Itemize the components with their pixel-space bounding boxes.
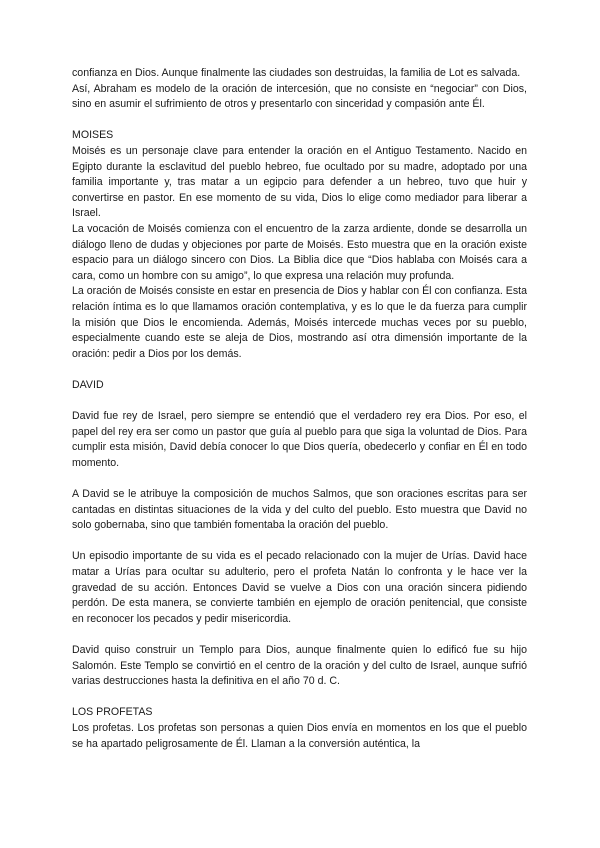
- spacer: [72, 471, 527, 487]
- intro-paragraph-2: Así, Abraham es modelo de la oración de intercesión, que no consiste en “negociar” con Dios, sino en asumir el sufrimiento de otros y presentarlo con sinceridad y compasión ante Él.: [72, 82, 527, 111]
- spacer: [72, 690, 527, 706]
- spacer: [72, 627, 527, 643]
- profetas-paragraph-1: Los profetas. Los profetas son personas a quien Dios envía en momentos en los que el pueblo se ha apartado peligrosamente de Él. Llaman a la conversión auténtica, la: [72, 721, 527, 750]
- moises-paragraph-1: Moisés es un personaje clave para entender la oración en el Antiguo Testamento. Nacido en Egipto durante la esclavitud del pueblo hebreo, fue ocultado por su madre, adoptado por una familia importante y, tras matar a un egipcio para defender a un hebreo, tuvo que huir y convertirse en pastor. En ese momento de su vida, Dios lo elige como mediador para liberar a Israel.: [72, 144, 527, 220]
- david-paragraph-1: David fue rey de Israel, pero siempre se entendió que el verdadero rey era Dios. Por eso, el papel del rey era ser como un pastor que guía al pueblo para que siga la voluntad de Dios. Para cumplir esta misión, David debía conocer lo que Dios quería, obedecerlo y confiar en Él en todo momento.: [72, 410, 527, 469]
- spacer: [72, 113, 527, 129]
- section-heading-moises: MOISES: [72, 129, 114, 142]
- moises-paragraph-2: La vocación de Moisés comienza con el encuentro de la zarza ardiente, donde se desarrolla un diálogo lleno de dudas y objeciones por parte de Moisés. Esto muestra que en la oración existe espacio para un diálogo sincero con Dios. La Biblia dice que “Dios hablaba con Moisés cara a cara, como un hombre con su amigo”, lo que expresa una relación muy profunda.: [72, 222, 527, 282]
- document-page: [72, 66, 527, 752]
- section-heading-profetas: LOS PROFETAS: [72, 706, 153, 719]
- david-paragraph-4: David quiso construir un Templo para Dios, aunque finalmente quien lo edificó fue su hijo Salomón. Este Templo se convirtió en el centro de la oración y del culto de Israel, aunque sufrió varias destrucciones hasta la definitiva en el año 70 d. C.: [72, 643, 527, 688]
- david-paragraph-2: A David se le atribuye la composición de muchos Salmos, que son oraciones escritas para ser cantadas en distintas situaciones de la vida y del culto del pueblo. Esto muestra que David no solo gobernaba, sino que también fomentaba la oración del pueblo.: [72, 488, 527, 532]
- spacer: [72, 393, 527, 409]
- spacer: [72, 534, 527, 550]
- section-heading-david: DAVID: [72, 378, 104, 391]
- moises-paragraph-3: La oración de Moisés consiste en estar en presencia de Dios y hablar con Él con confianza. Esta relación íntima es lo que llamamos oración contemplativa, y es lo que le da fuerza para cumplir la misión que Dios le encomienda. Además, Moisés intercede muchas veces por su pueblo, especialmente cuando este se aleja de Dios, mostrando así otra dimensión importante de la oración: pedir a Dios por los demás.: [72, 285, 527, 360]
- spacer: [72, 362, 527, 378]
- intro-paragraph-1: confianza en Dios. Aunque finalmente las ciudades son destruidas, la familia de Lot es salvada.: [72, 67, 521, 79]
- david-paragraph-3: Un episodio importante de su vida es el pecado relacionado con la mujer de Urías. David hace matar a Urías para ocultar su adulterio, pero el profeta Natán lo confronta y le hace ver la gravedad de su acción. Entonces David se vuelve a Dios con una oración sincera pidiendo perdón. De esta manera, se convierte también en ejemplo de oración penitencial, que consiste en reconocer los pecados y pedir misericordia.: [72, 550, 527, 625]
